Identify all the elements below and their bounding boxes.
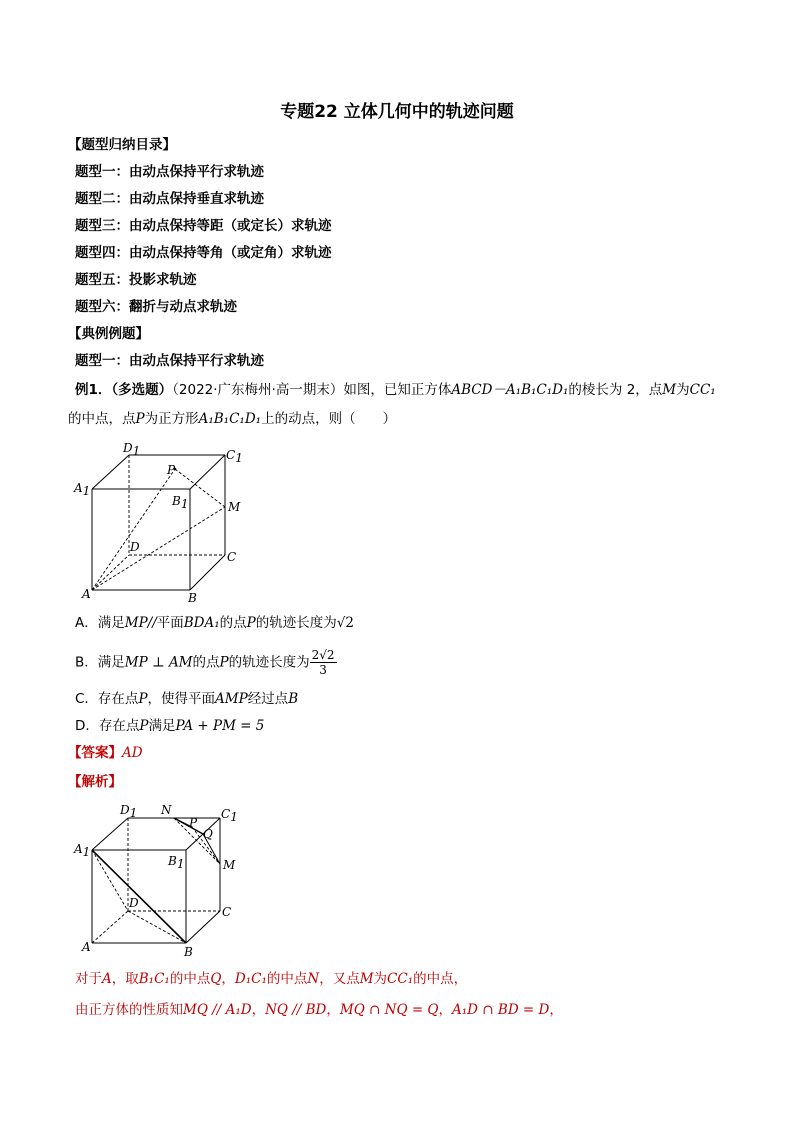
label-d: D xyxy=(129,896,139,910)
page-title: 专题22 立体几何中的轨迹问题 xyxy=(280,102,514,122)
option-c xyxy=(75,690,298,708)
stem-text: 的中点，点 xyxy=(68,411,136,427)
analysis-math: N xyxy=(307,971,320,987)
option-c-text: 经过点 xyxy=(247,691,289,707)
label-q: Q xyxy=(203,827,213,841)
math-point: P xyxy=(135,411,145,427)
label-c: C xyxy=(227,550,237,564)
option-d-math: PA + PM = 5 xyxy=(175,718,265,734)
analysis-text: 的中点， xyxy=(413,971,468,987)
label-c1: C1 xyxy=(221,807,238,824)
label-b1: B1 xyxy=(168,854,185,871)
option-a-math: √2 xyxy=(336,615,354,631)
label-a1: A1 xyxy=(74,842,91,859)
label-d1: D1 xyxy=(123,441,141,458)
analysis-text: ，取 xyxy=(111,971,139,987)
option-c-math: AMP xyxy=(215,691,248,707)
option-b-math: MP ⊥ AM xyxy=(124,654,193,671)
analysis-math: B₁C₁ xyxy=(138,971,170,987)
option-b xyxy=(75,648,337,677)
analysis-line2 xyxy=(75,1001,563,1019)
analysis-math: MQ // A₁D xyxy=(183,1002,252,1018)
option-a-math: MP// xyxy=(124,615,157,631)
stem-text: 的棱长为 2，点 xyxy=(568,382,663,398)
example-tag: （多选题） xyxy=(111,382,173,398)
analysis-text: ， xyxy=(326,1002,340,1018)
label-p: P xyxy=(167,463,176,477)
analysis-text: 对于 xyxy=(75,971,102,987)
option-a-math: BDA₁ xyxy=(183,615,220,631)
analysis-math: M xyxy=(359,971,374,987)
analysis-math: CC₁ xyxy=(387,971,414,987)
analysis-text: 为 xyxy=(373,971,388,987)
option-b-fraction xyxy=(310,648,337,677)
analysis-math: MQ ∩ NQ = Q xyxy=(339,1002,439,1018)
example-stem-line1 xyxy=(75,381,716,399)
math-cube: ABCD－A₁B₁C₁D₁ xyxy=(451,382,569,398)
analysis-text: ， xyxy=(549,1002,563,1018)
label-c1: C1 xyxy=(226,448,243,465)
toc-item-5: 题型五：投影求轨迹 xyxy=(75,272,197,288)
stem-text: 上的动点，则（ ） xyxy=(261,411,397,427)
label-d1: D1 xyxy=(120,803,138,820)
option-a xyxy=(75,614,354,632)
toc-header: 【题型归纳目录】 xyxy=(68,137,176,153)
fraction-denominator: 3 xyxy=(319,663,327,677)
analysis-math: A xyxy=(102,971,112,987)
fraction-numerator: 2√2 xyxy=(311,648,335,662)
option-a-text: 的轨迹长度为 xyxy=(255,615,337,631)
cube-figure-2 xyxy=(68,798,268,958)
option-a-math: P xyxy=(246,615,256,631)
stem-text: 为 xyxy=(676,382,690,398)
answer-label: 【答案】 xyxy=(68,745,122,761)
label-b: B xyxy=(184,945,193,958)
option-a-text: 平面 xyxy=(156,615,184,631)
section-heading: 题型一：由动点保持平行求轨迹 xyxy=(75,353,264,369)
label-c: C xyxy=(222,905,232,919)
label-d: D xyxy=(130,540,140,554)
stem-text: 为正方形 xyxy=(144,411,199,427)
analysis-line1 xyxy=(75,970,467,988)
examples-header: 【典例例题】 xyxy=(68,326,149,342)
toc-item-6: 题型六：翻折与动点求轨迹 xyxy=(75,299,237,315)
math-segment: CC₁ xyxy=(689,382,716,398)
analysis-text: ， xyxy=(251,1002,266,1018)
cube-figure-1 xyxy=(68,438,268,608)
option-c-label: C．存在点 xyxy=(75,691,139,707)
label-m: M xyxy=(228,500,241,514)
analysis-text: ， xyxy=(221,971,235,987)
analysis-label: 【解析】 xyxy=(68,774,122,790)
label-n: N xyxy=(161,803,172,817)
label-a: A xyxy=(82,587,91,601)
label-b: B xyxy=(188,591,197,605)
option-b-label: B．满足 xyxy=(75,654,125,671)
analysis-math: Q xyxy=(210,971,222,987)
option-d-label: D．存在点 xyxy=(75,718,140,734)
analysis-text: ，又点 xyxy=(319,971,360,987)
math-point: M xyxy=(662,382,677,398)
analysis-math: A₁D ∩ BD = D xyxy=(452,1002,550,1018)
toc-item-1: 题型一：由动点保持平行求轨迹 xyxy=(75,164,264,180)
analysis-text: 由正方体的性质知 xyxy=(75,1002,183,1018)
toc-item-3: 题型三：由动点保持等距（或定长）求轨迹 xyxy=(75,218,332,234)
toc-item-2: 题型二：由动点保持垂直求轨迹 xyxy=(75,191,264,207)
option-d-math: P xyxy=(139,718,149,734)
label-m: M xyxy=(223,858,236,872)
option-b-text: 的点 xyxy=(192,654,220,671)
toc-item-4: 题型四：由动点保持等角（或定角）求轨迹 xyxy=(75,245,332,261)
example-label: 例1． xyxy=(75,382,112,398)
label-a1: A1 xyxy=(74,481,91,498)
option-d xyxy=(75,717,264,735)
label-p: P xyxy=(189,816,198,830)
option-d-text: 满足 xyxy=(148,718,176,734)
label-a: A xyxy=(82,940,91,954)
label-b1: B1 xyxy=(172,494,189,511)
option-c-text: ，使得平面 xyxy=(147,691,216,707)
option-c-math: P xyxy=(138,691,148,707)
analysis-math: D₁C₁ xyxy=(234,971,267,987)
option-b-math: P xyxy=(219,654,229,671)
analysis-text: 的中点 xyxy=(266,971,308,987)
math-square: A₁B₁C₁D₁ xyxy=(198,411,262,427)
option-a-label: A．满足 xyxy=(75,615,125,631)
stem-text: 如图，已知正方体 xyxy=(343,382,452,398)
answer-line xyxy=(68,744,143,762)
answer-value: AD xyxy=(122,745,143,761)
example-source: （2022·广东梅州·高一期末） xyxy=(172,382,344,398)
option-b-text: 的轨迹长度为 xyxy=(228,654,310,671)
analysis-math: NQ // BD xyxy=(265,1002,327,1018)
example-stem-line2 xyxy=(68,410,396,428)
analysis-text: 的中点 xyxy=(169,971,211,987)
option-c-math: B xyxy=(288,691,299,707)
option-a-text: 的点 xyxy=(219,615,247,631)
analysis-text: ， xyxy=(438,1002,453,1018)
